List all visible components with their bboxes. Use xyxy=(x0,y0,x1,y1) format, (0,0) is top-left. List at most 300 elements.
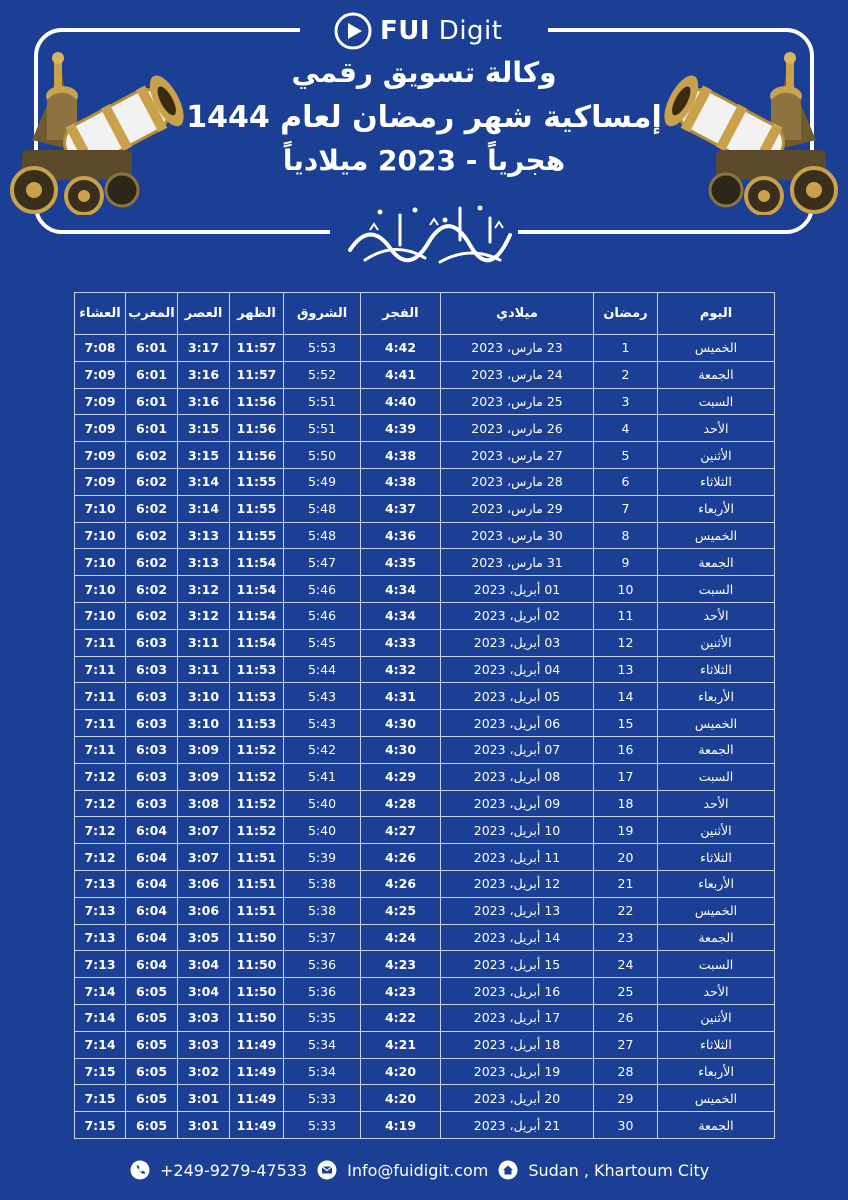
cell-gregorian-date: 16 أبريل، 2023 xyxy=(441,978,594,1005)
cell-dhuhr: 11:55 xyxy=(230,468,284,495)
cell-fajr: 4:23 xyxy=(361,978,441,1005)
cell-gregorian-date: 25 مارس، 2023 xyxy=(441,388,594,415)
cell-maghrib: 6:05 xyxy=(126,1058,178,1085)
cell-sunrise: 5:42 xyxy=(284,736,361,763)
cell-day: الخميس xyxy=(658,710,775,737)
cell-gregorian-date: 13 أبريل، 2023 xyxy=(441,897,594,924)
cell-ramadan-day: 4 xyxy=(594,415,658,442)
cell-isha: 7:13 xyxy=(75,870,126,897)
cell-day: الأربعاء xyxy=(658,495,775,522)
cell-gregorian-date: 01 أبريل، 2023 xyxy=(441,576,594,603)
cell-fajr: 4:26 xyxy=(361,870,441,897)
cell-maghrib: 6:04 xyxy=(126,870,178,897)
cell-asr: 3:10 xyxy=(178,683,230,710)
table-row xyxy=(75,415,775,442)
cell-day: الأثنين xyxy=(658,629,775,656)
cell-asr: 3:01 xyxy=(178,1112,230,1139)
cell-day: السبت xyxy=(658,388,775,415)
cell-gregorian-date: 04 أبريل، 2023 xyxy=(441,656,594,683)
cell-isha: 7:13 xyxy=(75,897,126,924)
cell-ramadan-day: 20 xyxy=(594,844,658,871)
column-header-gregorian: ميلادي xyxy=(441,293,594,335)
cell-day: الخميس xyxy=(658,897,775,924)
cell-asr: 3:13 xyxy=(178,549,230,576)
cell-dhuhr: 11:49 xyxy=(230,1058,284,1085)
location-text: Sudan , Khartoum City xyxy=(528,1160,710,1180)
cell-dhuhr: 11:51 xyxy=(230,844,284,871)
table-row xyxy=(75,951,775,978)
envelope-icon xyxy=(317,1160,337,1180)
cell-fajr: 4:22 xyxy=(361,1004,441,1031)
cell-fajr: 4:32 xyxy=(361,656,441,683)
cell-day: الثلاثاء xyxy=(658,1031,775,1058)
cell-asr: 3:04 xyxy=(178,978,230,1005)
cell-ramadan-day: 25 xyxy=(594,978,658,1005)
table-row xyxy=(75,924,775,951)
cell-fajr: 4:41 xyxy=(361,361,441,388)
cell-isha: 7:12 xyxy=(75,844,126,871)
cell-day: الأربعاء xyxy=(658,683,775,710)
cell-day: الأثنين xyxy=(658,442,775,469)
cell-asr: 3:01 xyxy=(178,1085,230,1112)
cell-day: الثلاثاء xyxy=(658,844,775,871)
table-row xyxy=(75,1031,775,1058)
cell-fajr: 4:28 xyxy=(361,790,441,817)
cell-asr: 3:08 xyxy=(178,790,230,817)
cell-dhuhr: 11:54 xyxy=(230,629,284,656)
cell-day: الجمعة xyxy=(658,549,775,576)
table-row xyxy=(75,763,775,790)
table-row xyxy=(75,656,775,683)
cell-asr: 3:11 xyxy=(178,656,230,683)
cell-dhuhr: 11:57 xyxy=(230,335,284,362)
table-row xyxy=(75,790,775,817)
cell-ramadan-day: 2 xyxy=(594,361,658,388)
cell-ramadan-day: 27 xyxy=(594,1031,658,1058)
cell-asr: 3:06 xyxy=(178,870,230,897)
cell-sunrise: 5:38 xyxy=(284,897,361,924)
cell-day: الجمعة xyxy=(658,1112,775,1139)
cell-dhuhr: 11:53 xyxy=(230,656,284,683)
phone-icon xyxy=(130,1160,150,1180)
cell-sunrise: 5:52 xyxy=(284,361,361,388)
table-row xyxy=(75,870,775,897)
cell-sunrise: 5:39 xyxy=(284,844,361,871)
column-header-ramadan: رمضان xyxy=(594,293,658,335)
cell-ramadan-day: 23 xyxy=(594,924,658,951)
cell-day: السبت xyxy=(658,951,775,978)
cell-ramadan-day: 16 xyxy=(594,736,658,763)
cell-maghrib: 6:02 xyxy=(126,495,178,522)
cell-dhuhr: 11:54 xyxy=(230,549,284,576)
cell-ramadan-day: 21 xyxy=(594,870,658,897)
table-row xyxy=(75,388,775,415)
cell-gregorian-date: 28 مارس، 2023 xyxy=(441,468,594,495)
cell-sunrise: 5:43 xyxy=(284,710,361,737)
cell-asr: 3:14 xyxy=(178,495,230,522)
cell-dhuhr: 11:56 xyxy=(230,415,284,442)
cell-dhuhr: 11:57 xyxy=(230,361,284,388)
cell-day: الثلاثاء xyxy=(658,656,775,683)
cell-maghrib: 6:03 xyxy=(126,683,178,710)
table-row xyxy=(75,978,775,1005)
cell-asr: 3:16 xyxy=(178,361,230,388)
cell-isha: 7:10 xyxy=(75,495,126,522)
agency-title: وكالة تسويق رقمي xyxy=(291,56,557,89)
cell-day: الأحد xyxy=(658,790,775,817)
cell-sunrise: 5:34 xyxy=(284,1058,361,1085)
cell-ramadan-day: 8 xyxy=(594,522,658,549)
table-row xyxy=(75,817,775,844)
cell-maghrib: 6:02 xyxy=(126,522,178,549)
cell-sunrise: 5:49 xyxy=(284,468,361,495)
cell-ramadan-day: 18 xyxy=(594,790,658,817)
table-row xyxy=(75,1004,775,1031)
cell-gregorian-date: 10 أبريل، 2023 xyxy=(441,817,594,844)
cell-isha: 7:11 xyxy=(75,736,126,763)
cell-dhuhr: 11:52 xyxy=(230,817,284,844)
cell-day: الخميس xyxy=(658,335,775,362)
cell-gregorian-date: 26 مارس، 2023 xyxy=(441,415,594,442)
cell-asr: 3:03 xyxy=(178,1031,230,1058)
cell-maghrib: 6:01 xyxy=(126,388,178,415)
cell-ramadan-day: 10 xyxy=(594,576,658,603)
cell-ramadan-day: 3 xyxy=(594,388,658,415)
cell-day: الأحد xyxy=(658,978,775,1005)
cell-asr: 3:11 xyxy=(178,629,230,656)
cell-ramadan-day: 28 xyxy=(594,1058,658,1085)
cell-day: الجمعة xyxy=(658,361,775,388)
cell-fajr: 4:31 xyxy=(361,683,441,710)
cell-gregorian-date: 31 مارس، 2023 xyxy=(441,549,594,576)
cell-sunrise: 5:51 xyxy=(284,388,361,415)
cell-fajr: 4:24 xyxy=(361,924,441,951)
cell-maghrib: 6:02 xyxy=(126,442,178,469)
ramadan-kareem-calligraphy xyxy=(340,200,520,270)
cell-fajr: 4:20 xyxy=(361,1085,441,1112)
cell-isha: 7:10 xyxy=(75,549,126,576)
cell-dhuhr: 11:54 xyxy=(230,602,284,629)
cell-sunrise: 5:40 xyxy=(284,790,361,817)
cell-sunrise: 5:34 xyxy=(284,1031,361,1058)
cell-dhuhr: 11:55 xyxy=(230,522,284,549)
table-row xyxy=(75,1112,775,1139)
cell-fajr: 4:27 xyxy=(361,817,441,844)
cell-isha: 7:11 xyxy=(75,710,126,737)
cell-sunrise: 5:45 xyxy=(284,629,361,656)
cell-sunrise: 5:50 xyxy=(284,442,361,469)
cell-maghrib: 6:05 xyxy=(126,1004,178,1031)
cell-day: الأحد xyxy=(658,415,775,442)
cell-isha: 7:15 xyxy=(75,1085,126,1112)
cell-dhuhr: 11:56 xyxy=(230,442,284,469)
cell-day: السبت xyxy=(658,576,775,603)
cell-maghrib: 6:03 xyxy=(126,656,178,683)
cell-gregorian-date: 18 أبريل، 2023 xyxy=(441,1031,594,1058)
cell-ramadan-day: 14 xyxy=(594,683,658,710)
cell-maghrib: 6:05 xyxy=(126,1085,178,1112)
cell-sunrise: 5:44 xyxy=(284,656,361,683)
cell-asr: 3:09 xyxy=(178,763,230,790)
cell-fajr: 4:34 xyxy=(361,602,441,629)
cell-sunrise: 5:37 xyxy=(284,924,361,951)
table-row xyxy=(75,629,775,656)
table-row xyxy=(75,736,775,763)
cell-isha: 7:09 xyxy=(75,415,126,442)
cell-fajr: 4:38 xyxy=(361,468,441,495)
cell-ramadan-day: 6 xyxy=(594,468,658,495)
cell-asr: 3:14 xyxy=(178,468,230,495)
cell-isha: 7:09 xyxy=(75,468,126,495)
imsakiya-title: إمساكية شهر رمضان لعام 1444 xyxy=(186,100,662,135)
cell-day: الأحد xyxy=(658,602,775,629)
cell-isha: 7:11 xyxy=(75,683,126,710)
cell-asr: 3:16 xyxy=(178,388,230,415)
cell-isha: 7:12 xyxy=(75,790,126,817)
cell-dhuhr: 11:49 xyxy=(230,1085,284,1112)
cell-fajr: 4:30 xyxy=(361,736,441,763)
cell-fajr: 4:37 xyxy=(361,495,441,522)
cell-fajr: 4:26 xyxy=(361,844,441,871)
cell-dhuhr: 11:50 xyxy=(230,924,284,951)
cell-isha: 7:10 xyxy=(75,576,126,603)
table-row xyxy=(75,335,775,362)
table-row xyxy=(75,361,775,388)
cell-day: الأثنين xyxy=(658,817,775,844)
cell-dhuhr: 11:49 xyxy=(230,1031,284,1058)
cell-asr: 3:13 xyxy=(178,522,230,549)
table-row xyxy=(75,602,775,629)
cell-fajr: 4:20 xyxy=(361,1058,441,1085)
cell-gregorian-date: 09 أبريل، 2023 xyxy=(441,790,594,817)
column-header-dhuhr: الظهر xyxy=(230,293,284,335)
cell-maghrib: 6:04 xyxy=(126,897,178,924)
cell-day: الخميس xyxy=(658,522,775,549)
cell-isha: 7:09 xyxy=(75,361,126,388)
cell-fajr: 4:23 xyxy=(361,951,441,978)
cell-day: الخميس xyxy=(658,1085,775,1112)
cell-maghrib: 6:03 xyxy=(126,736,178,763)
cell-dhuhr: 11:53 xyxy=(230,683,284,710)
cell-gregorian-date: 02 أبريل، 2023 xyxy=(441,602,594,629)
cell-fajr: 4:40 xyxy=(361,388,441,415)
cell-ramadan-day: 15 xyxy=(594,710,658,737)
cell-ramadan-day: 11 xyxy=(594,602,658,629)
table-row xyxy=(75,442,775,469)
table-row xyxy=(75,1085,775,1112)
cell-gregorian-date: 27 مارس، 2023 xyxy=(441,442,594,469)
cell-asr: 3:04 xyxy=(178,951,230,978)
cell-isha: 7:10 xyxy=(75,522,126,549)
cell-maghrib: 6:03 xyxy=(126,629,178,656)
cell-isha: 7:13 xyxy=(75,924,126,951)
cell-gregorian-date: 15 أبريل، 2023 xyxy=(441,951,594,978)
table-row xyxy=(75,495,775,522)
table-row xyxy=(75,897,775,924)
cell-fajr: 4:25 xyxy=(361,897,441,924)
cell-sunrise: 5:48 xyxy=(284,522,361,549)
cell-ramadan-day: 29 xyxy=(594,1085,658,1112)
cell-isha: 7:12 xyxy=(75,763,126,790)
prayer-times-table xyxy=(74,292,775,1139)
cell-maghrib: 6:03 xyxy=(126,763,178,790)
cell-fajr: 4:39 xyxy=(361,415,441,442)
cell-maghrib: 6:04 xyxy=(126,844,178,871)
cell-asr: 3:03 xyxy=(178,1004,230,1031)
cell-dhuhr: 11:50 xyxy=(230,978,284,1005)
cell-dhuhr: 11:49 xyxy=(230,1112,284,1139)
table-row xyxy=(75,710,775,737)
cell-sunrise: 5:40 xyxy=(284,817,361,844)
cell-dhuhr: 11:51 xyxy=(230,897,284,924)
cell-sunrise: 5:33 xyxy=(284,1085,361,1112)
cell-ramadan-day: 17 xyxy=(594,763,658,790)
cell-fajr: 4:30 xyxy=(361,710,441,737)
table-row xyxy=(75,549,775,576)
cell-sunrise: 5:51 xyxy=(284,415,361,442)
cell-dhuhr: 11:50 xyxy=(230,951,284,978)
home-icon xyxy=(498,1160,518,1180)
cell-maghrib: 6:03 xyxy=(126,790,178,817)
cell-isha: 7:11 xyxy=(75,656,126,683)
cell-asr: 3:12 xyxy=(178,602,230,629)
cell-day: الجمعة xyxy=(658,924,775,951)
cell-dhuhr: 11:52 xyxy=(230,790,284,817)
cell-fajr: 4:34 xyxy=(361,576,441,603)
cell-dhuhr: 11:56 xyxy=(230,388,284,415)
cell-maghrib: 6:05 xyxy=(126,1031,178,1058)
phone-number[interactable]: +249-9279-47533 xyxy=(160,1160,308,1180)
cell-sunrise: 5:41 xyxy=(284,763,361,790)
column-header-isha: العشاء xyxy=(75,293,126,335)
cell-gregorian-date: 05 أبريل، 2023 xyxy=(441,683,594,710)
cell-dhuhr: 11:53 xyxy=(230,710,284,737)
cell-maghrib: 6:03 xyxy=(126,710,178,737)
cell-isha: 7:15 xyxy=(75,1112,126,1139)
table-body xyxy=(75,335,775,1139)
cell-dhuhr: 11:50 xyxy=(230,1004,284,1031)
cell-gregorian-date: 06 أبريل، 2023 xyxy=(441,710,594,737)
cell-isha: 7:09 xyxy=(75,388,126,415)
table-row xyxy=(75,576,775,603)
cell-fajr: 4:36 xyxy=(361,522,441,549)
cell-maghrib: 6:02 xyxy=(126,602,178,629)
cell-gregorian-date: 19 أبريل، 2023 xyxy=(441,1058,594,1085)
cell-sunrise: 5:36 xyxy=(284,951,361,978)
cell-gregorian-date: 12 أبريل، 2023 xyxy=(441,870,594,897)
cell-gregorian-date: 29 مارس، 2023 xyxy=(441,495,594,522)
cell-ramadan-day: 12 xyxy=(594,629,658,656)
play-logo-icon xyxy=(334,12,372,50)
cell-isha: 7:09 xyxy=(75,442,126,469)
cell-dhuhr: 11:52 xyxy=(230,763,284,790)
table-row xyxy=(75,683,775,710)
cell-gregorian-date: 20 أبريل، 2023 xyxy=(441,1085,594,1112)
cell-maghrib: 6:02 xyxy=(126,468,178,495)
cell-fajr: 4:38 xyxy=(361,442,441,469)
cell-fajr: 4:33 xyxy=(361,629,441,656)
cell-ramadan-day: 9 xyxy=(594,549,658,576)
cell-isha: 7:12 xyxy=(75,817,126,844)
cell-isha: 7:14 xyxy=(75,978,126,1005)
table-row xyxy=(75,522,775,549)
cell-maghrib: 6:04 xyxy=(126,951,178,978)
cell-gregorian-date: 23 مارس، 2023 xyxy=(441,335,594,362)
email-address[interactable]: Info@fuidigit.com xyxy=(347,1160,489,1180)
cell-fajr: 4:19 xyxy=(361,1112,441,1139)
cell-asr: 3:02 xyxy=(178,1058,230,1085)
cell-gregorian-date: 17 أبريل، 2023 xyxy=(441,1004,594,1031)
cell-ramadan-day: 1 xyxy=(594,335,658,362)
cell-dhuhr: 11:54 xyxy=(230,576,284,603)
cell-gregorian-date: 21 أبريل، 2023 xyxy=(441,1112,594,1139)
cell-maghrib: 6:02 xyxy=(126,549,178,576)
cell-day: السبت xyxy=(658,763,775,790)
cell-sunrise: 5:43 xyxy=(284,683,361,710)
cell-asr: 3:15 xyxy=(178,442,230,469)
column-header-sunrise: الشروق xyxy=(284,293,361,335)
table-header-row xyxy=(75,293,775,335)
cell-fajr: 4:29 xyxy=(361,763,441,790)
cell-ramadan-day: 5 xyxy=(594,442,658,469)
cell-day: الأثنين xyxy=(658,1004,775,1031)
cell-isha: 7:13 xyxy=(75,951,126,978)
cell-gregorian-date: 07 أبريل، 2023 xyxy=(441,736,594,763)
contact-footer xyxy=(130,1156,730,1184)
cell-sunrise: 5:38 xyxy=(284,870,361,897)
cell-asr: 3:17 xyxy=(178,335,230,362)
cell-maghrib: 6:05 xyxy=(126,1112,178,1139)
cell-gregorian-date: 11 أبريل، 2023 xyxy=(441,844,594,871)
cell-ramadan-day: 24 xyxy=(594,951,658,978)
cell-gregorian-date: 14 أبريل، 2023 xyxy=(441,924,594,951)
cell-sunrise: 5:46 xyxy=(284,602,361,629)
cell-sunrise: 5:47 xyxy=(284,549,361,576)
cell-ramadan-day: 30 xyxy=(594,1112,658,1139)
cell-day: الجمعة xyxy=(658,736,775,763)
cell-maghrib: 6:04 xyxy=(126,817,178,844)
cell-isha: 7:11 xyxy=(75,629,126,656)
cell-maghrib: 6:05 xyxy=(126,978,178,1005)
cell-isha: 7:14 xyxy=(75,1031,126,1058)
brand-name: FUI Digit xyxy=(380,16,503,46)
cell-isha: 7:14 xyxy=(75,1004,126,1031)
cell-fajr: 4:42 xyxy=(361,335,441,362)
table-row xyxy=(75,468,775,495)
cell-maghrib: 6:01 xyxy=(126,415,178,442)
cell-ramadan-day: 22 xyxy=(594,897,658,924)
column-header-maghrib: المغرب xyxy=(126,293,178,335)
cell-dhuhr: 11:55 xyxy=(230,495,284,522)
cell-gregorian-date: 30 مارس، 2023 xyxy=(441,522,594,549)
cell-dhuhr: 11:52 xyxy=(230,736,284,763)
cell-sunrise: 5:36 xyxy=(284,978,361,1005)
cell-gregorian-date: 24 مارس، 2023 xyxy=(441,361,594,388)
cell-day: الثلاثاء xyxy=(658,468,775,495)
cell-sunrise: 5:46 xyxy=(284,576,361,603)
cell-maghrib: 6:01 xyxy=(126,361,178,388)
table-row xyxy=(75,844,775,871)
cell-fajr: 4:21 xyxy=(361,1031,441,1058)
table-row xyxy=(75,1058,775,1085)
cell-maghrib: 6:02 xyxy=(126,576,178,603)
cell-gregorian-date: 08 أبريل، 2023 xyxy=(441,763,594,790)
cell-asr: 3:07 xyxy=(178,817,230,844)
cell-asr: 3:09 xyxy=(178,736,230,763)
cell-asr: 3:12 xyxy=(178,576,230,603)
year-title: هجرياً - 2023 ميلادياً xyxy=(282,144,566,177)
cell-ramadan-day: 7 xyxy=(594,495,658,522)
